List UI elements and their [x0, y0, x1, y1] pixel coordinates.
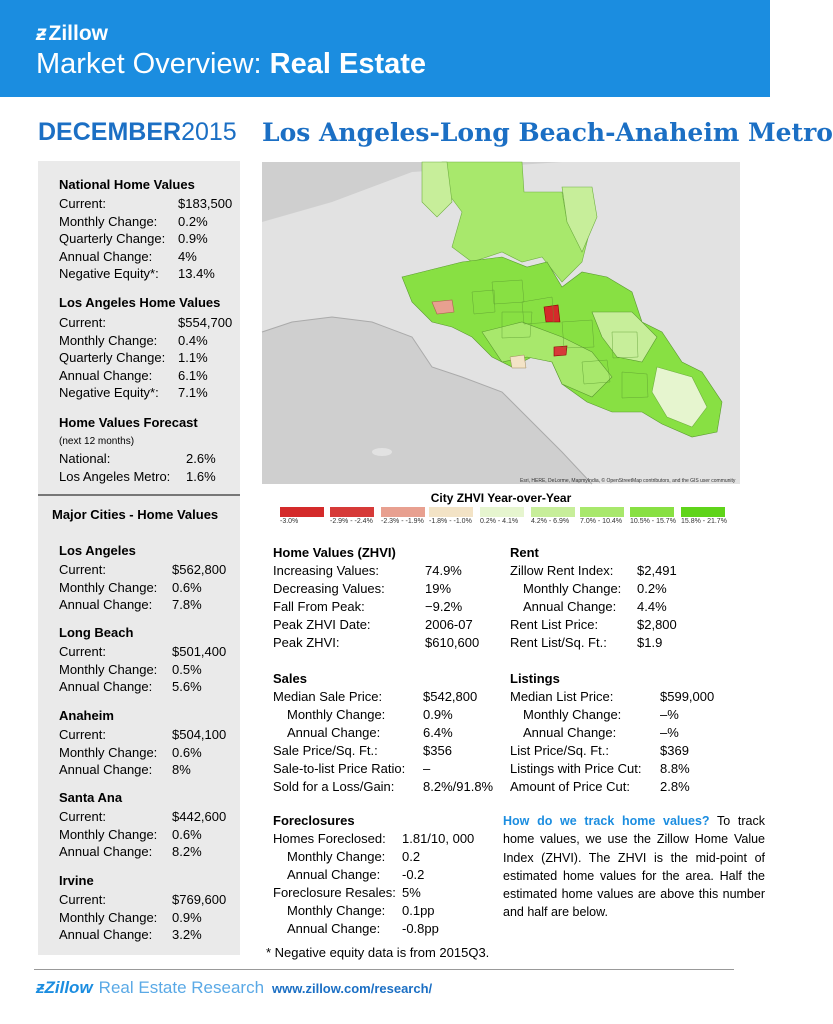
footer-divider — [34, 969, 734, 970]
metro-name: Los Angeles-Long Beach-Anaheim Metro — [262, 118, 833, 147]
sales-row-label: Annual Change: — [287, 725, 381, 740]
foreclosures-row-value: 1.81/10, 000 — [402, 831, 475, 846]
city-monthly-value: 0.6% — [172, 826, 202, 842]
listings-row-label: Monthly Change: — [523, 707, 622, 722]
city-name: Santa Ana — [59, 790, 123, 805]
footer-tagline: Real Estate Research — [98, 978, 265, 997]
zhvi-row-value: 2006-07 — [425, 617, 473, 632]
page-title — [36, 48, 426, 81]
city-monthly-value: 0.6% — [172, 744, 202, 760]
report-date — [38, 118, 237, 147]
listings-row-label: List Price/Sq. Ft.: — [510, 743, 609, 758]
rent-row-label: Zillow Rent Index: — [510, 563, 614, 578]
sales-row-value: 6.4% — [423, 725, 453, 740]
city-current-value: $769,600 — [172, 892, 227, 907]
zhvi-row-value: $610,600 — [425, 635, 480, 650]
forecast-heading: Home Values Forecast — [59, 415, 198, 430]
city-annual-value: 3.2% — [172, 927, 202, 942]
rent-row-label: Monthly Change: — [523, 581, 622, 596]
national-row-label: Negative Equity*: — [59, 266, 159, 281]
rent-heading: Rent — [510, 545, 539, 560]
city-annual-value: 5.6% — [172, 679, 202, 694]
rent-row-value: $2,491 — [637, 563, 677, 578]
city-name: Anaheim — [59, 708, 114, 723]
foreclosures-row-label: Homes Foreclosed: — [273, 831, 386, 846]
city-current-value: $501,400 — [172, 644, 227, 659]
local-row-value: 1.1% — [178, 350, 208, 365]
legend-swatch — [429, 507, 473, 517]
sales-row-value: 0.9% — [423, 707, 453, 722]
city-annual-label: Annual Change: — [59, 679, 153, 694]
sales-row-label: Monthly Change: — [287, 707, 386, 722]
legend-label: 7.0% - 10.4% — [580, 518, 623, 525]
rent-row-value: 4.4% — [637, 599, 667, 614]
legend-swatch — [480, 507, 524, 517]
forecast-row-value: 1.6% — [186, 468, 216, 484]
city-name: Los Angeles — [59, 543, 136, 558]
foreclosures-row-label: Annual Change: — [287, 921, 381, 936]
zhvi-row-value: 74.9% — [425, 563, 462, 578]
legend-title: City ZHVI Year-over-Year — [430, 491, 572, 505]
city-monthly-label: Monthly Change: — [59, 579, 158, 595]
legend-label: 4.2% - 6.9% — [531, 518, 570, 525]
forecast-row-label: National: — [59, 451, 111, 466]
foreclosures-row-value: -0.8pp — [402, 921, 439, 936]
footer-logo: ƶZillow Real Estate Research — [36, 978, 265, 997]
city-current-label: Current: — [59, 562, 106, 577]
city-monthly-value: 0.5% — [172, 661, 202, 677]
listings-heading: Listings — [510, 671, 560, 686]
legend-swatch — [381, 507, 425, 517]
local-row-value: 0.4% — [178, 332, 208, 348]
city-annual-value: 8.2% — [172, 844, 202, 859]
map-graphic — [262, 162, 740, 484]
footnote: * Negative equity data is from 2015Q3. — [266, 945, 490, 960]
listings-row-label: Annual Change: — [523, 725, 617, 740]
legend-label: -1.8% - -1.0% — [429, 518, 472, 525]
legend-label: 0.2% - 4.1% — [480, 518, 519, 525]
local-heading: Los Angeles Home Values — [59, 295, 221, 310]
zhvi-heading: Home Values (ZHVI) — [273, 545, 396, 560]
city-annual-label: Annual Change: — [59, 597, 153, 612]
map-credit: Esri, HERE, DeLorme, MapmyIndia, © OpenStreetMap contributors, and the GIS user community — [520, 478, 736, 484]
legend-label: -2.3% - -1.9% — [381, 518, 424, 525]
national-row-value: 0.9% — [178, 231, 208, 246]
city-monthly-value: 0.9% — [172, 909, 202, 925]
local-row-label: Negative Equity*: — [59, 385, 159, 400]
listings-row-value: 2.8% — [660, 779, 690, 794]
local-row-label: Quarterly Change: — [59, 350, 166, 365]
city-current-value: $504,100 — [172, 727, 227, 742]
listings-row-label: Amount of Price Cut: — [510, 779, 630, 794]
national-row-value: 4% — [178, 248, 197, 264]
zhvi-row-value: 19% — [425, 581, 452, 596]
sidebar-divider — [38, 494, 240, 496]
foreclosures-row-value: 5% — [402, 885, 421, 900]
foreclosures-row-value: -0.2 — [402, 867, 425, 882]
sales-row-value: $356 — [423, 743, 452, 758]
local-row-label: Monthly Change: — [59, 332, 158, 348]
foreclosures-row-value: 0.2 — [402, 849, 421, 864]
city-current-value: $562,800 — [172, 562, 227, 577]
sales-row-label: Median Sale Price: — [273, 689, 383, 704]
zhvi-row-label: Fall From Peak: — [273, 599, 365, 614]
sales-row-value: $542,800 — [423, 689, 478, 704]
sales-row-label: Sold for a Loss/Gain: — [273, 779, 395, 794]
zhvi-row-label: Decreasing Values: — [273, 581, 385, 596]
local-row-label: Current: — [59, 315, 106, 330]
research-link[interactable]: www.zillow.com/research/ — [272, 981, 433, 996]
report-month: DECEMBER — [38, 118, 182, 146]
foreclosures-row-label: Foreclosure Resales: — [273, 885, 396, 900]
listings-row-value: –% — [660, 725, 679, 740]
rent-row-label: Rent List/Sq. Ft.: — [510, 635, 607, 650]
city-annual-label: Annual Change: — [59, 927, 153, 942]
report-year: 2015 — [181, 118, 237, 146]
local-row-label: Annual Change: — [59, 367, 153, 383]
legend-swatch — [580, 507, 624, 517]
sales-row-label: Sale Price/Sq. Ft.: — [273, 743, 378, 758]
forecast-row-value: 2.6% — [186, 451, 216, 466]
city-current-label: Current: — [59, 892, 106, 907]
rent-row-value: $1.9 — [637, 635, 663, 650]
local-row-value: $554,700 — [178, 315, 233, 330]
sales-row-value: – — [423, 761, 431, 776]
national-row-label: Current: — [59, 196, 106, 211]
national-row-label: Monthly Change: — [59, 213, 158, 229]
legend-label: -2.9% - -2.4% — [330, 518, 373, 525]
national-row-value: 13.4% — [178, 266, 215, 281]
listings-row-label: Median List Price: — [510, 689, 614, 704]
foreclosures-heading: Foreclosures — [273, 813, 355, 828]
legend-swatch — [531, 507, 575, 517]
zillow-logo: ƶZillow — [36, 22, 108, 45]
listings-row-value: $369 — [660, 743, 689, 758]
national-row-label: Quarterly Change: — [59, 231, 166, 246]
rent-row-label: Rent List Price: — [510, 617, 599, 632]
rent-row-label: Annual Change: — [523, 599, 617, 614]
city-annual-value: 7.8% — [172, 597, 202, 612]
sales-row-label: Sale-to-list Price Ratio: — [273, 761, 406, 776]
city-annual-label: Annual Change: — [59, 762, 153, 777]
city-current-label: Current: — [59, 809, 106, 824]
tracking-question: How do we track home values? — [503, 814, 710, 828]
national-heading: National Home Values — [59, 177, 195, 192]
legend-swatch — [630, 507, 674, 517]
national-row-value: 0.2% — [178, 213, 208, 229]
forecast-row-label: Los Angeles Metro: — [59, 468, 171, 484]
listings-row-value: 8.8% — [660, 761, 690, 776]
foreclosures-row-label: Monthly Change: — [287, 849, 386, 864]
listings-row-value: $599,000 — [660, 689, 715, 704]
zhvi-row-label: Peak ZHVI: — [273, 635, 340, 650]
local-row-value: 6.1% — [178, 367, 208, 383]
city-monthly-label: Monthly Change: — [59, 661, 158, 677]
legend-swatch — [330, 507, 374, 517]
title-bold: Real Estate — [269, 48, 427, 80]
tracking-body: To track home values, we use the Zillow Home Value Index (ZHVI). The ZHVI is the mid-point of estimated home values for the area. Half the estimated home values are above this number and half are below. — [503, 814, 766, 920]
city-annual-value: 8% — [172, 762, 191, 777]
listings-row-label: Listings with Price Cut: — [510, 761, 642, 776]
forecast-subheading: (next 12 months) — [59, 436, 135, 447]
sales-row-value: 8.2%/91.8% — [423, 779, 494, 794]
listings-row-value: –% — [660, 707, 679, 722]
foreclosures-row-value: 0.1pp — [402, 903, 435, 918]
zillow-z-icon: ƶ — [36, 22, 47, 45]
legend-swatch — [681, 507, 725, 517]
legend-label: 15.8% - 21.7% — [681, 518, 727, 525]
city-monthly-value: 0.6% — [172, 579, 202, 595]
foreclosures-row-label: Annual Change: — [287, 867, 381, 882]
local-row-value: 7.1% — [178, 385, 208, 400]
city-monthly-label: Monthly Change: — [59, 909, 158, 925]
legend-swatch — [280, 507, 324, 517]
national-row-label: Annual Change: — [59, 248, 153, 264]
tracking-explanation — [503, 812, 765, 922]
zhvi-row-label: Increasing Values: — [273, 563, 379, 578]
zhvi-row-label: Peak ZHVI Date: — [273, 617, 371, 632]
city-annual-label: Annual Change: — [59, 844, 153, 859]
foreclosures-row-label: Monthly Change: — [287, 903, 386, 918]
city-name: Long Beach — [59, 625, 134, 640]
sales-heading: Sales — [273, 671, 307, 686]
national-row-value: $183,500 — [178, 196, 233, 211]
city-current-value: $442,600 — [172, 809, 227, 824]
city-name: Irvine — [59, 873, 94, 888]
city-current-label: Current: — [59, 644, 106, 659]
city-monthly-label: Monthly Change: — [59, 826, 158, 842]
legend-label: 10.5% - 15.7% — [630, 518, 676, 525]
rent-row-value: 0.2% — [637, 581, 667, 596]
major-cities-heading: Major Cities - Home Values — [52, 507, 219, 522]
footer-zillow-icon: ƶ — [36, 978, 45, 997]
metro-map — [262, 162, 740, 484]
city-current-label: Current: — [59, 727, 106, 742]
zhvi-row-value: −9.2% — [425, 599, 463, 614]
city-monthly-label: Monthly Change: — [59, 744, 158, 760]
title-light: Market Overview: — [36, 48, 270, 80]
rent-row-value: $2,800 — [637, 617, 677, 632]
legend-label: -3.0% — [280, 518, 299, 525]
